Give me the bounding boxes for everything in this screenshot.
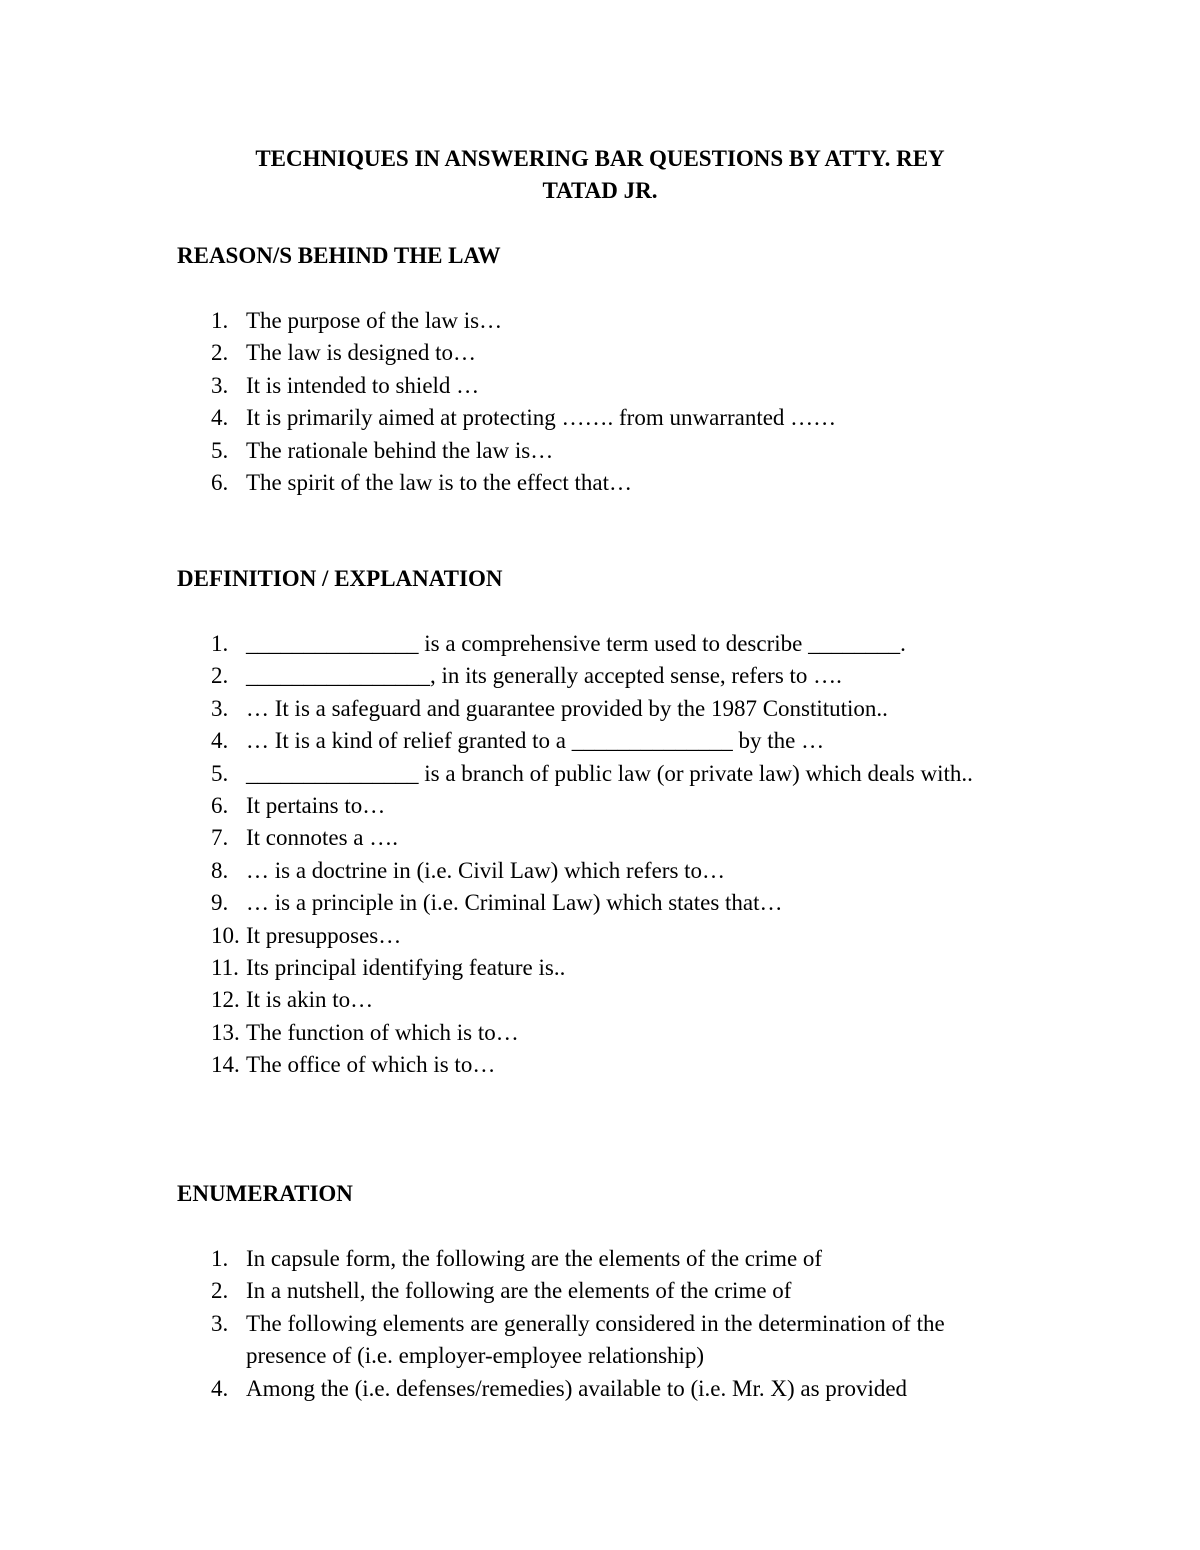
list-item-number: 2.: [211, 340, 229, 366]
list-item-text: The following elements are generally considered in the determination of the presence of (i.e. employer-employee relationship): [246, 1310, 945, 1369]
list-item-number: 4.: [211, 1375, 229, 1401]
list-item: [0, 984, 1021, 1016]
document-title-line-2: TATAD JR.: [542, 178, 658, 204]
document-title-line-1: TECHNIQUES IN ANSWERING BAR QUESTIONS BY ATTY. REY: [255, 146, 945, 171]
list-item: [0, 790, 1021, 822]
list-item-number: 3.: [211, 372, 229, 398]
list-item-number: 4.: [211, 728, 229, 754]
list-item-text: The office of which is to…: [246, 1052, 496, 1078]
list-item: [0, 1017, 1021, 1049]
section-heading-enumeration: ENUMERATION: [177, 1181, 353, 1206]
list-item-text: The purpose of the law is…: [246, 308, 503, 333]
list-item-text: … is a doctrine in (i.e. Civil Law) which refers to…: [246, 857, 726, 883]
list-item: [0, 1243, 1021, 1275]
list-item: [0, 435, 1021, 467]
list-item: [0, 725, 1021, 757]
list-item: [0, 370, 1021, 402]
list-item: [0, 1275, 1021, 1307]
list-item-number: 5.: [211, 760, 229, 786]
list-item: [0, 1373, 1021, 1405]
list-item-text: It is akin to…: [246, 987, 374, 1013]
list-item-number: 14.: [211, 1052, 240, 1078]
list-item-text: In capsule form, the following are the elements of the crime of: [246, 1246, 823, 1271]
definition-list: [0, 628, 1021, 1082]
list-item-number: 3.: [211, 695, 229, 721]
list-item-text: In a nutshell, the following are the elements of the crime of: [246, 1278, 792, 1304]
list-item: [0, 628, 1021, 660]
list-item-text: ________________, in its generally accepted sense, refers to ….: [246, 663, 842, 689]
list-item-text: It is primarily aimed at protecting ……. from unwarranted ……: [246, 405, 837, 431]
list-item: [0, 1049, 1021, 1081]
list-item-number: 2.: [211, 663, 229, 689]
list-item-text: Its principal identifying feature is..: [246, 955, 566, 981]
list-item: [0, 887, 1021, 919]
list-item-text: … It is a kind of relief granted to a ______________ by the …: [246, 728, 825, 754]
list-item: [0, 693, 1021, 725]
list-item-text: … is a principle in (i.e. Criminal Law) which states that…: [246, 890, 783, 916]
list-item-number: 7.: [211, 825, 229, 851]
list-item: [0, 855, 1021, 887]
list-item-text: It connotes a ….: [246, 825, 399, 851]
list-item-text: It pertains to…: [246, 793, 386, 819]
list-item-number: 13.: [211, 1019, 240, 1045]
list-item-number: 10.: [211, 922, 240, 948]
list-item-number: 5.: [211, 437, 229, 463]
list-item: [0, 467, 1021, 499]
list-item: [0, 337, 1021, 369]
list-item: [0, 305, 1021, 337]
list-item-text: The spirit of the law is to the effect that…: [246, 470, 632, 496]
list-item-number: 1.: [211, 1246, 229, 1271]
list-item-text: It presupposes…: [246, 922, 402, 948]
list-item-number: 4.: [211, 405, 229, 431]
list-item-number: 6.: [211, 793, 229, 819]
list-item-number: 1.: [211, 308, 229, 333]
section-heading-reasons: REASON/S BEHIND THE LAW: [177, 243, 501, 268]
list-item: [0, 952, 1021, 984]
list-item: [0, 822, 1021, 854]
list-item: [0, 1308, 1021, 1373]
list-item-text: … It is a safeguard and guarantee provided by the 1987 Constitution..: [246, 695, 888, 721]
list-item-text: _______________ is a branch of public law (or private law) which deals with..: [246, 760, 973, 786]
list-item-number: 2.: [211, 1278, 229, 1304]
list-item-text: Among the (i.e. defenses/remedies) available to (i.e. Mr. X) as provided: [246, 1375, 908, 1401]
section-heading-definition: DEFINITION / EXPLANATION: [177, 566, 503, 591]
list-item-text: _______________ is a comprehensive term used to describe ________.: [246, 631, 906, 656]
list-item-number: 11.: [211, 955, 239, 981]
list-item-number: 1.: [211, 631, 229, 656]
list-item-text: The law is designed to…: [246, 340, 476, 366]
list-item-text: It is intended to shield …: [246, 372, 480, 398]
list-item: [0, 402, 1021, 434]
list-item-number: 12.: [211, 987, 240, 1013]
enumeration-list: [0, 1243, 1021, 1405]
list-item-number: 8.: [211, 857, 229, 883]
list-item: [0, 758, 1021, 790]
list-item-number: 6.: [211, 470, 229, 496]
list-item-number: 9.: [211, 890, 229, 916]
document-title: [160, 143, 1040, 208]
list-item: [0, 920, 1021, 952]
list-item-number: 3.: [211, 1310, 229, 1336]
list-item-text: The rationale behind the law is…: [246, 437, 554, 463]
reasons-list: [0, 305, 1021, 499]
list-item: [0, 660, 1021, 692]
list-item-text: The function of which is to…: [246, 1019, 519, 1045]
